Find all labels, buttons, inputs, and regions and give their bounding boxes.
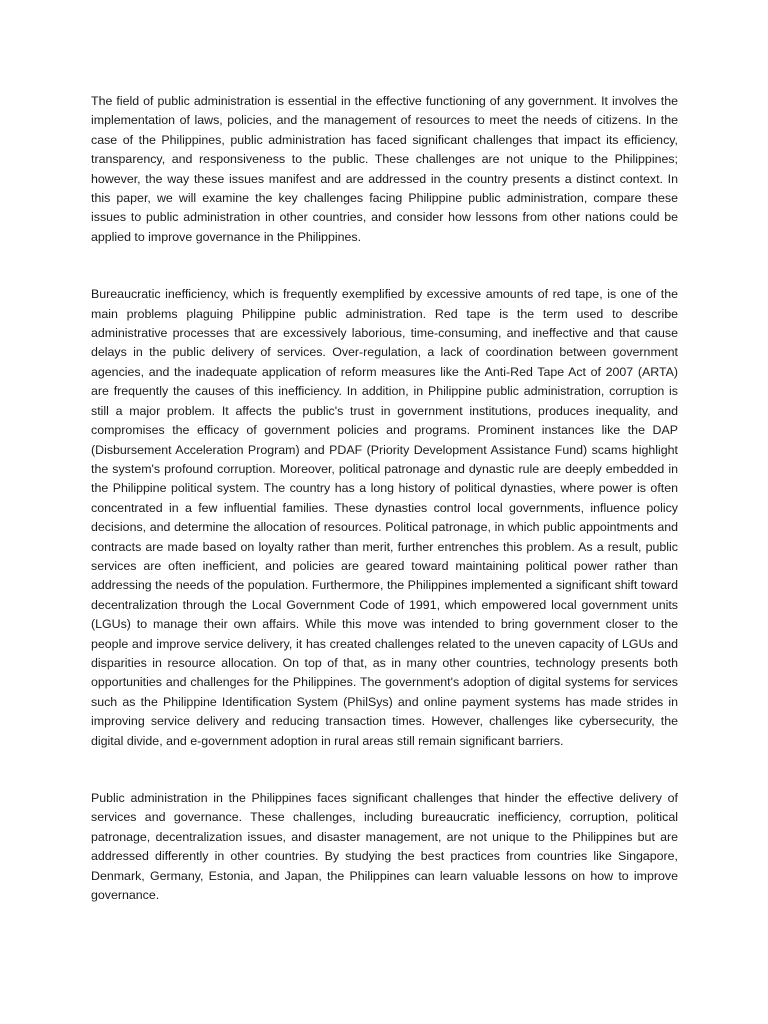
intro-paragraph: The field of public administration is essential in the effective functioning of any government. It involves the implementation of laws, policies, and the management of resources to meet the needs of citizens. In the case of the Philippines, public administration has faced significant challenges that impact its efficiency, transparency, and responsiveness to the public. These challenges are not unique to the Philippines; however, the way these issues manifest and are addressed in the country presents a distinct context. In this paper, we will examine the key challenges facing Philippine public administration, compare these issues to public administration in other countries, and consider how lessons from other nations could be applied to improve governance in the Philippines. [91,94,678,244]
document-page [91,92,678,905]
conclusion-paragraph: Public administration in the Philippines faces significant challenges that hinder the effective delivery of services and governance. These challenges, including bureaucratic inefficiency, corruption, political patronage, decentralization issues, and disaster management, are not unique to the Philippines but are addressed differently in other countries. By studying the best practices from countries like Singapore, Denmark, Germany, Estonia, and Japan, the Philippines can learn valuable lessons on how to improve governance. [91,791,678,903]
challenges-paragraph: Bureaucratic inefficiency, which is frequently exemplified by excessive amounts of red tape, is one of the main problems plaguing Philippine public administration. Red tape is the term used to describe administrative processes that are excessively laborious, time-consuming, and ineffective and that cause delays in the public delivery of services. Over-regulation, a lack of coordination between government agencies, and the inadequate application of reform measures like the Anti-Red Tape Act of 2007 (ARTA) are frequently the causes of this inefficiency. In addition, in Philippine public administration, corruption is still a major problem. It affects the public's trust in government institutions, produces inequality, and compromises the efficacy of government policies and programs. Prominent instances like the DAP (Disbursement Acceleration Program) and PDAF (Priority Development Assistance Fund) scams highlight the system's profound corruption. Moreover, political patronage and dynastic rule are deeply embedded in the Philippine political system. The country has a long history of political dynasties, where power is often concentrated in a few influential families. These dynasties control local governments, influence policy decisions, and determine the allocation of resources. Political patronage, in which public appointments and contracts are made based on loyalty rather than merit, further entrenches this problem. As a result, public services are often inefficient, and policies are geared toward maintaining political power rather than addressing the needs of the population. Furthermore, the Philippines implemented a significant shift toward decentralization through the Local Government Code of 1991, which empowered local government units (LGUs) to manage their own affairs. While this move was intended to bring government closer to the people and improve service delivery, it has created challenges related to the uneven capacity of LGUs and disparities in resource allocation. On top of that, as in many other countries, technology presents both opportunities and challenges for the Philippines. The government's adoption of digital systems for services such as the Philippine Identification System (PhilSys) and online payment systems has made strides in improving service delivery and reducing transaction times. However, challenges like cybersecurity, the digital divide, and e-government adoption in rural areas still remain significant barriers. [91,287,678,748]
